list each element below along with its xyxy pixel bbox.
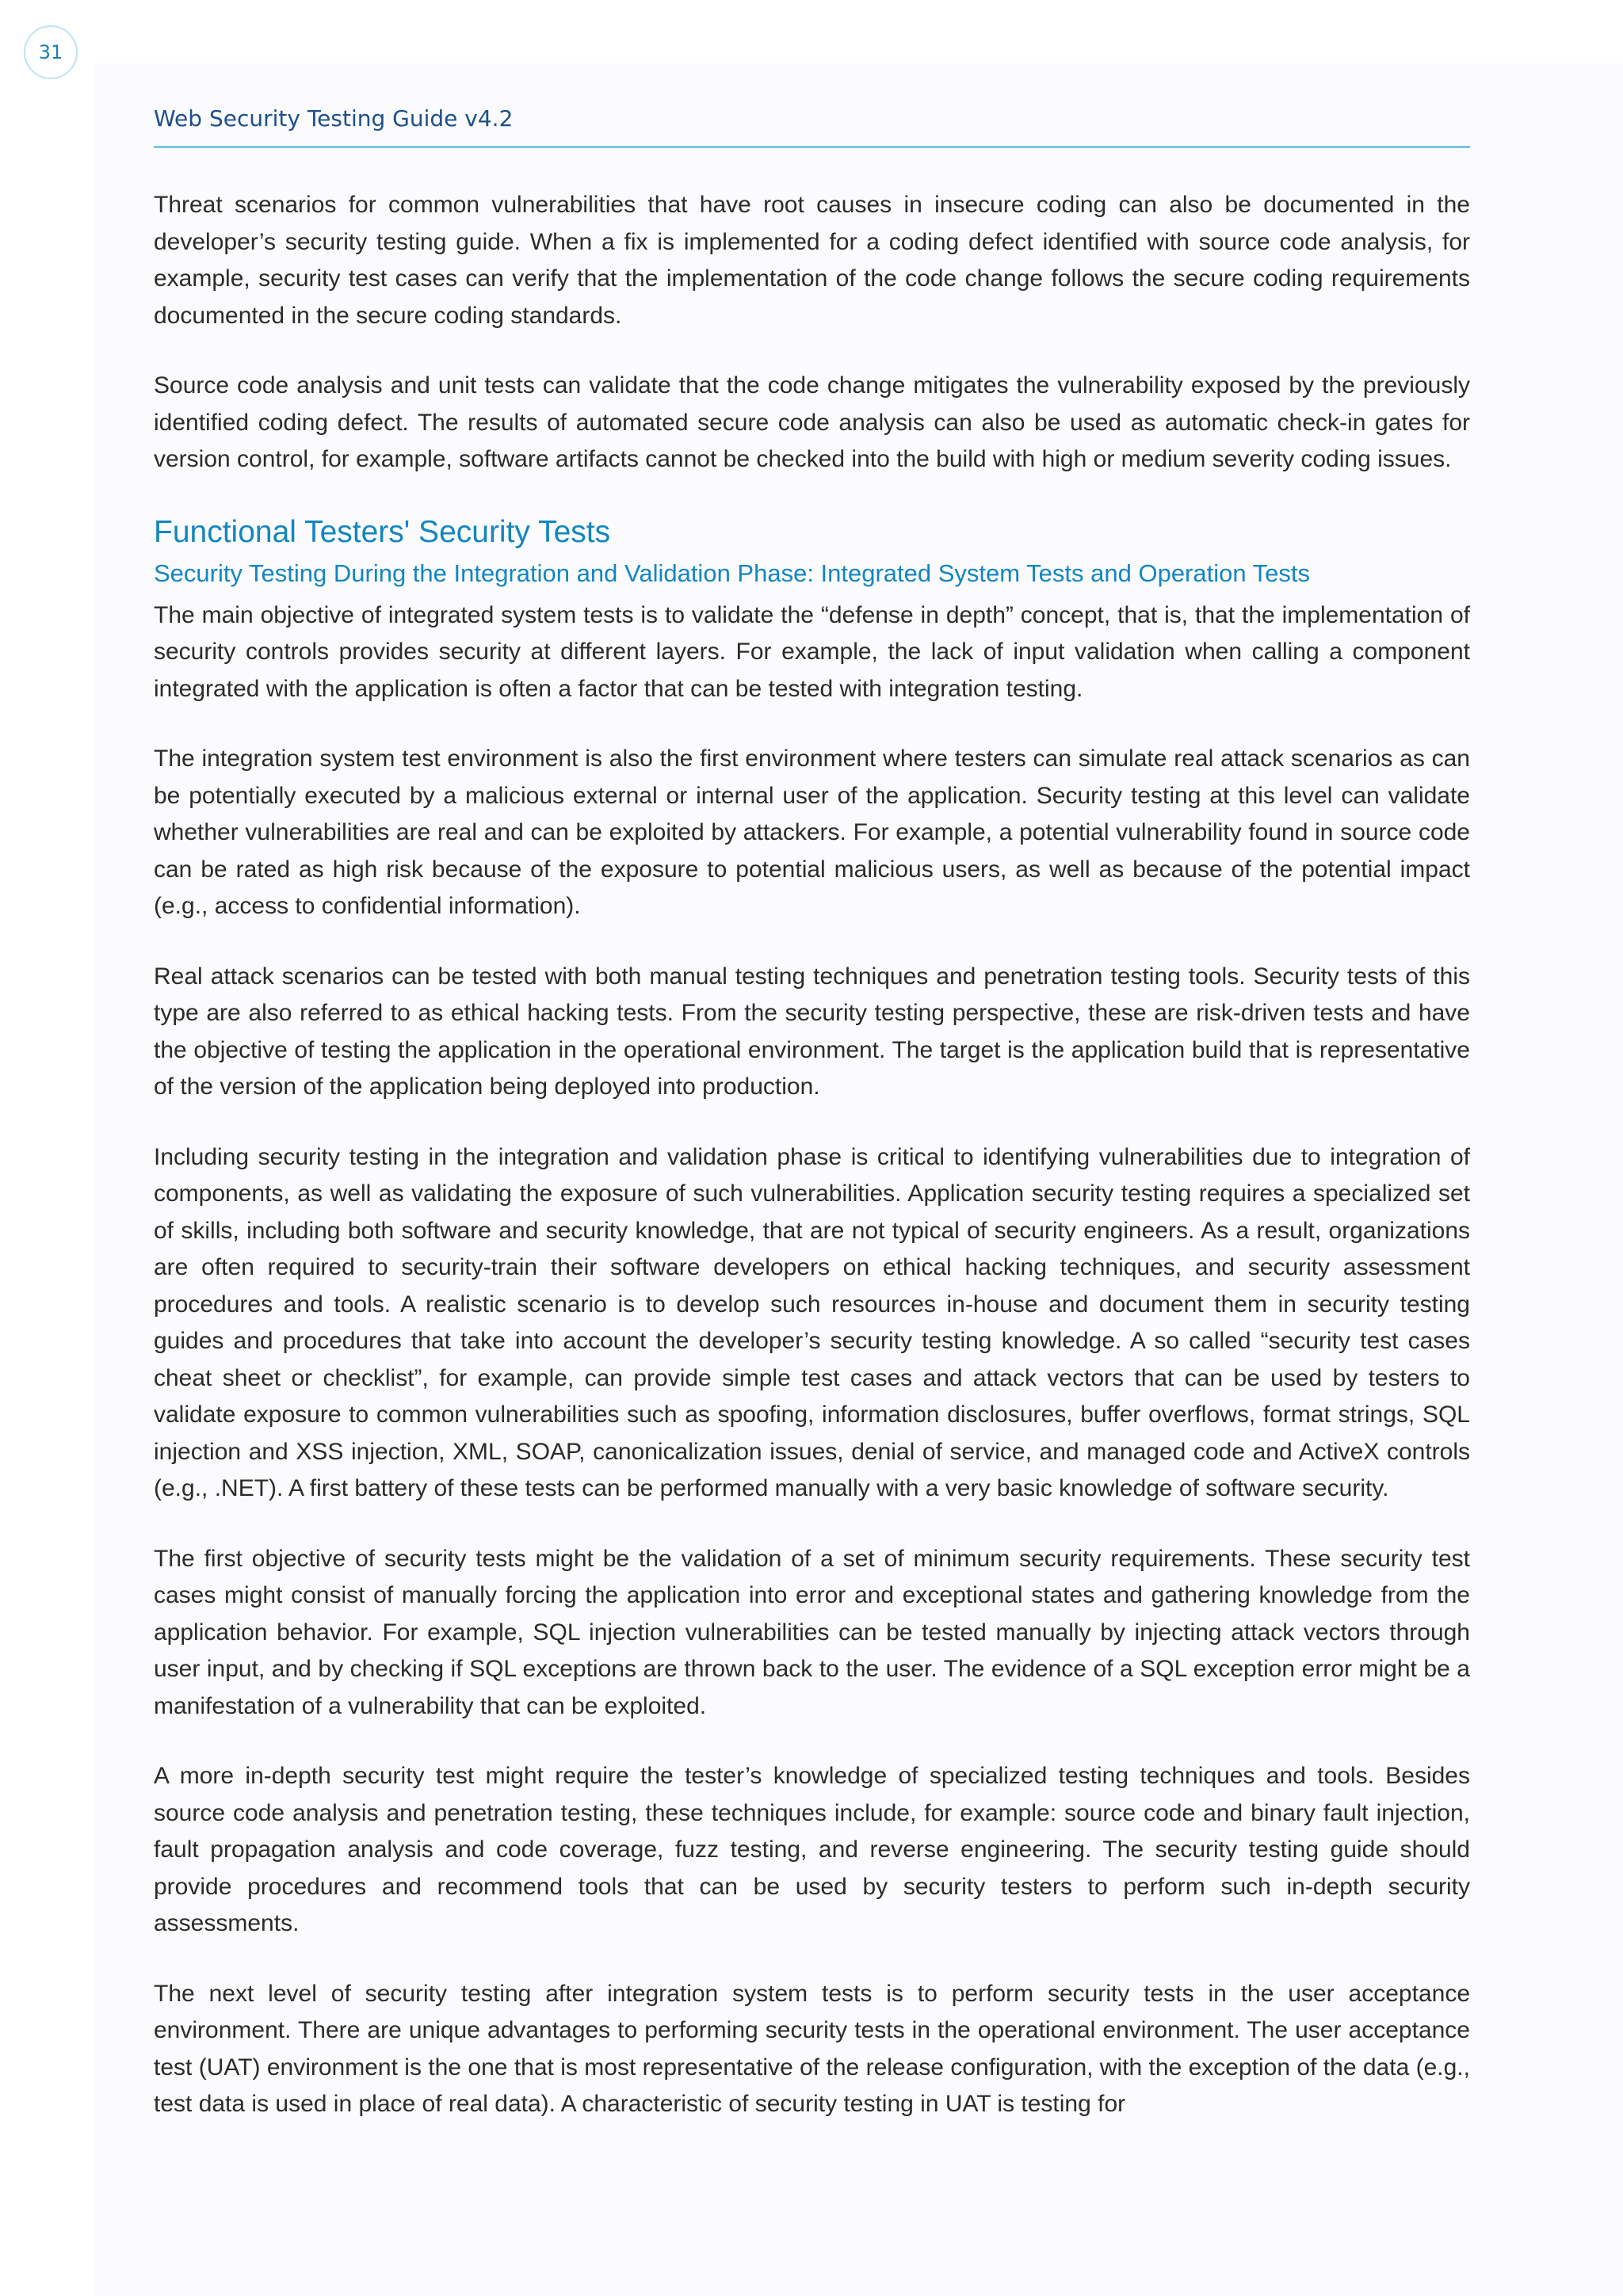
header-divider <box>154 146 1470 148</box>
page-number: 31 <box>38 41 63 63</box>
page-content <box>154 187 1470 2157</box>
paragraph: Source code analysis and unit tests can validate that the code change mitigates the vulnerability exposed by the previously identified coding defect. The results of automated secure code analysis can also be used as automatic check-in gates for version control, for example, software artifacts cannot be checked into the build with high or medium severity coding issues. <box>154 372 1470 472</box>
paragraph: Including security testing in the integration and validation phase is critical to identifying vulnerabilities due to integration of components, as well as validating the exposure of such vulnerabilities. Application security testing requires a specialized set of skills, including both software and security knowledge, that are not typical of security engineers. As a result, organizations are often required to security-train their software developers on ethical hacking techniques, and security assessment procedures and tools. A realistic scenario is to develop such resources in-house and document them in security testing guides and procedures that take into account the developer’s security testing knowledge. A so called “security test cases cheat sheet or checklist”, for example, can provide simple test cases and attack vectors that can be used by testers to validate exposure to common vulnerabilities such as spoofing, information disclosures, buffer overflows, format strings, SQL injection and XSS injection, XML, SOAP, canonicalization issues, denial of service, and managed code and ActiveX controls (e.g., .NET). A first battery of these tests can be performed manually with a very basic knowledge of software security. <box>154 1143 1470 1501</box>
paragraph: The main objective of integrated system tests is to validate the “defense in depth” concept, that is, that the implementation of security controls provides security at different layers. For example, the lack of input validation when calling a component integrated with the application is often a factor that can be tested with integration testing. <box>154 601 1470 702</box>
paragraph: The first objective of security tests might be the validation of a set of minimum security requirements. These security test cases might consist of manually forcing the application into error and exceptional states and gathering knowledge from the application behavior. For example, SQL injection vulnerabilities can be tested manually by injecting attack vectors through user input, and by checking if SQL exceptions are thrown back to the user. The evidence of a SQL exception error might be a manifestation of a vulnerability that can be exploited. <box>154 1545 1470 1719</box>
section-heading: Functional Testers' Security Tests <box>154 514 611 549</box>
paragraph: Real attack scenarios can be tested with both manual testing techniques and penetration testing tools. Security tests of this type are also referred to as ethical hacking tests. From the security testing perspective, these are risk-driven tests and have the objective of testing the application in the operational environment. The target is the application build that is representative of the version of the application being deployed into production. <box>154 963 1470 1100</box>
section-subheading: Security Testing During the Integration and Validation Phase: Integrated System Tests and Operation Tests <box>154 559 1311 587</box>
page-number-badge <box>24 25 78 79</box>
document-header-title: Web Security Testing Guide v4.2 <box>154 105 514 132</box>
paragraph: The next level of security testing after integration system tests is to perform security tests in the user acceptance environment. There are unique advantages to performing security tests in the operational environment. The user acceptance test (UAT) environment is the one that is most representative of the release configuration, with the exception of the data (e.g., test data is used in place of real data). A characteristic of security testing in UAT is testing for <box>154 1980 1470 2117</box>
paragraph: The integration system test environment is also the first environment where testers can simulate real attack scenarios as can be potentially executed by a malicious external or internal user of the application. Security testing at this level can validate whether vulnerabilities are real and can be exploited by attackers. For example, a potential vulnerability found in source code can be rated as high risk because of the exposure to potential malicious users, as well as because of the potential impact (e.g., access to confidential information). <box>154 746 1470 919</box>
paragraph: A more in-depth security test might require the tester’s knowledge of specialized testing techniques and tools. Besides source code analysis and penetration testing, these techniques include, for example: source code and binary fault injection, fault propagation analysis and code coverage, fuzz testing, and reverse engineering. The security testing guide should provide procedures and recommend tools that can be used by security testers to perform such in-depth security assessments. <box>154 1763 1470 1936</box>
paragraph: Threat scenarios for common vulnerabilities that have root causes in insecure coding can also be documented in the developer’s security testing guide. When a fix is implemented for a coding defect identified with source code analysis, for example, security test cases can verify that the implementation of the code change follows the secure coding requirements documented in the secure coding standards. <box>154 192 1470 329</box>
